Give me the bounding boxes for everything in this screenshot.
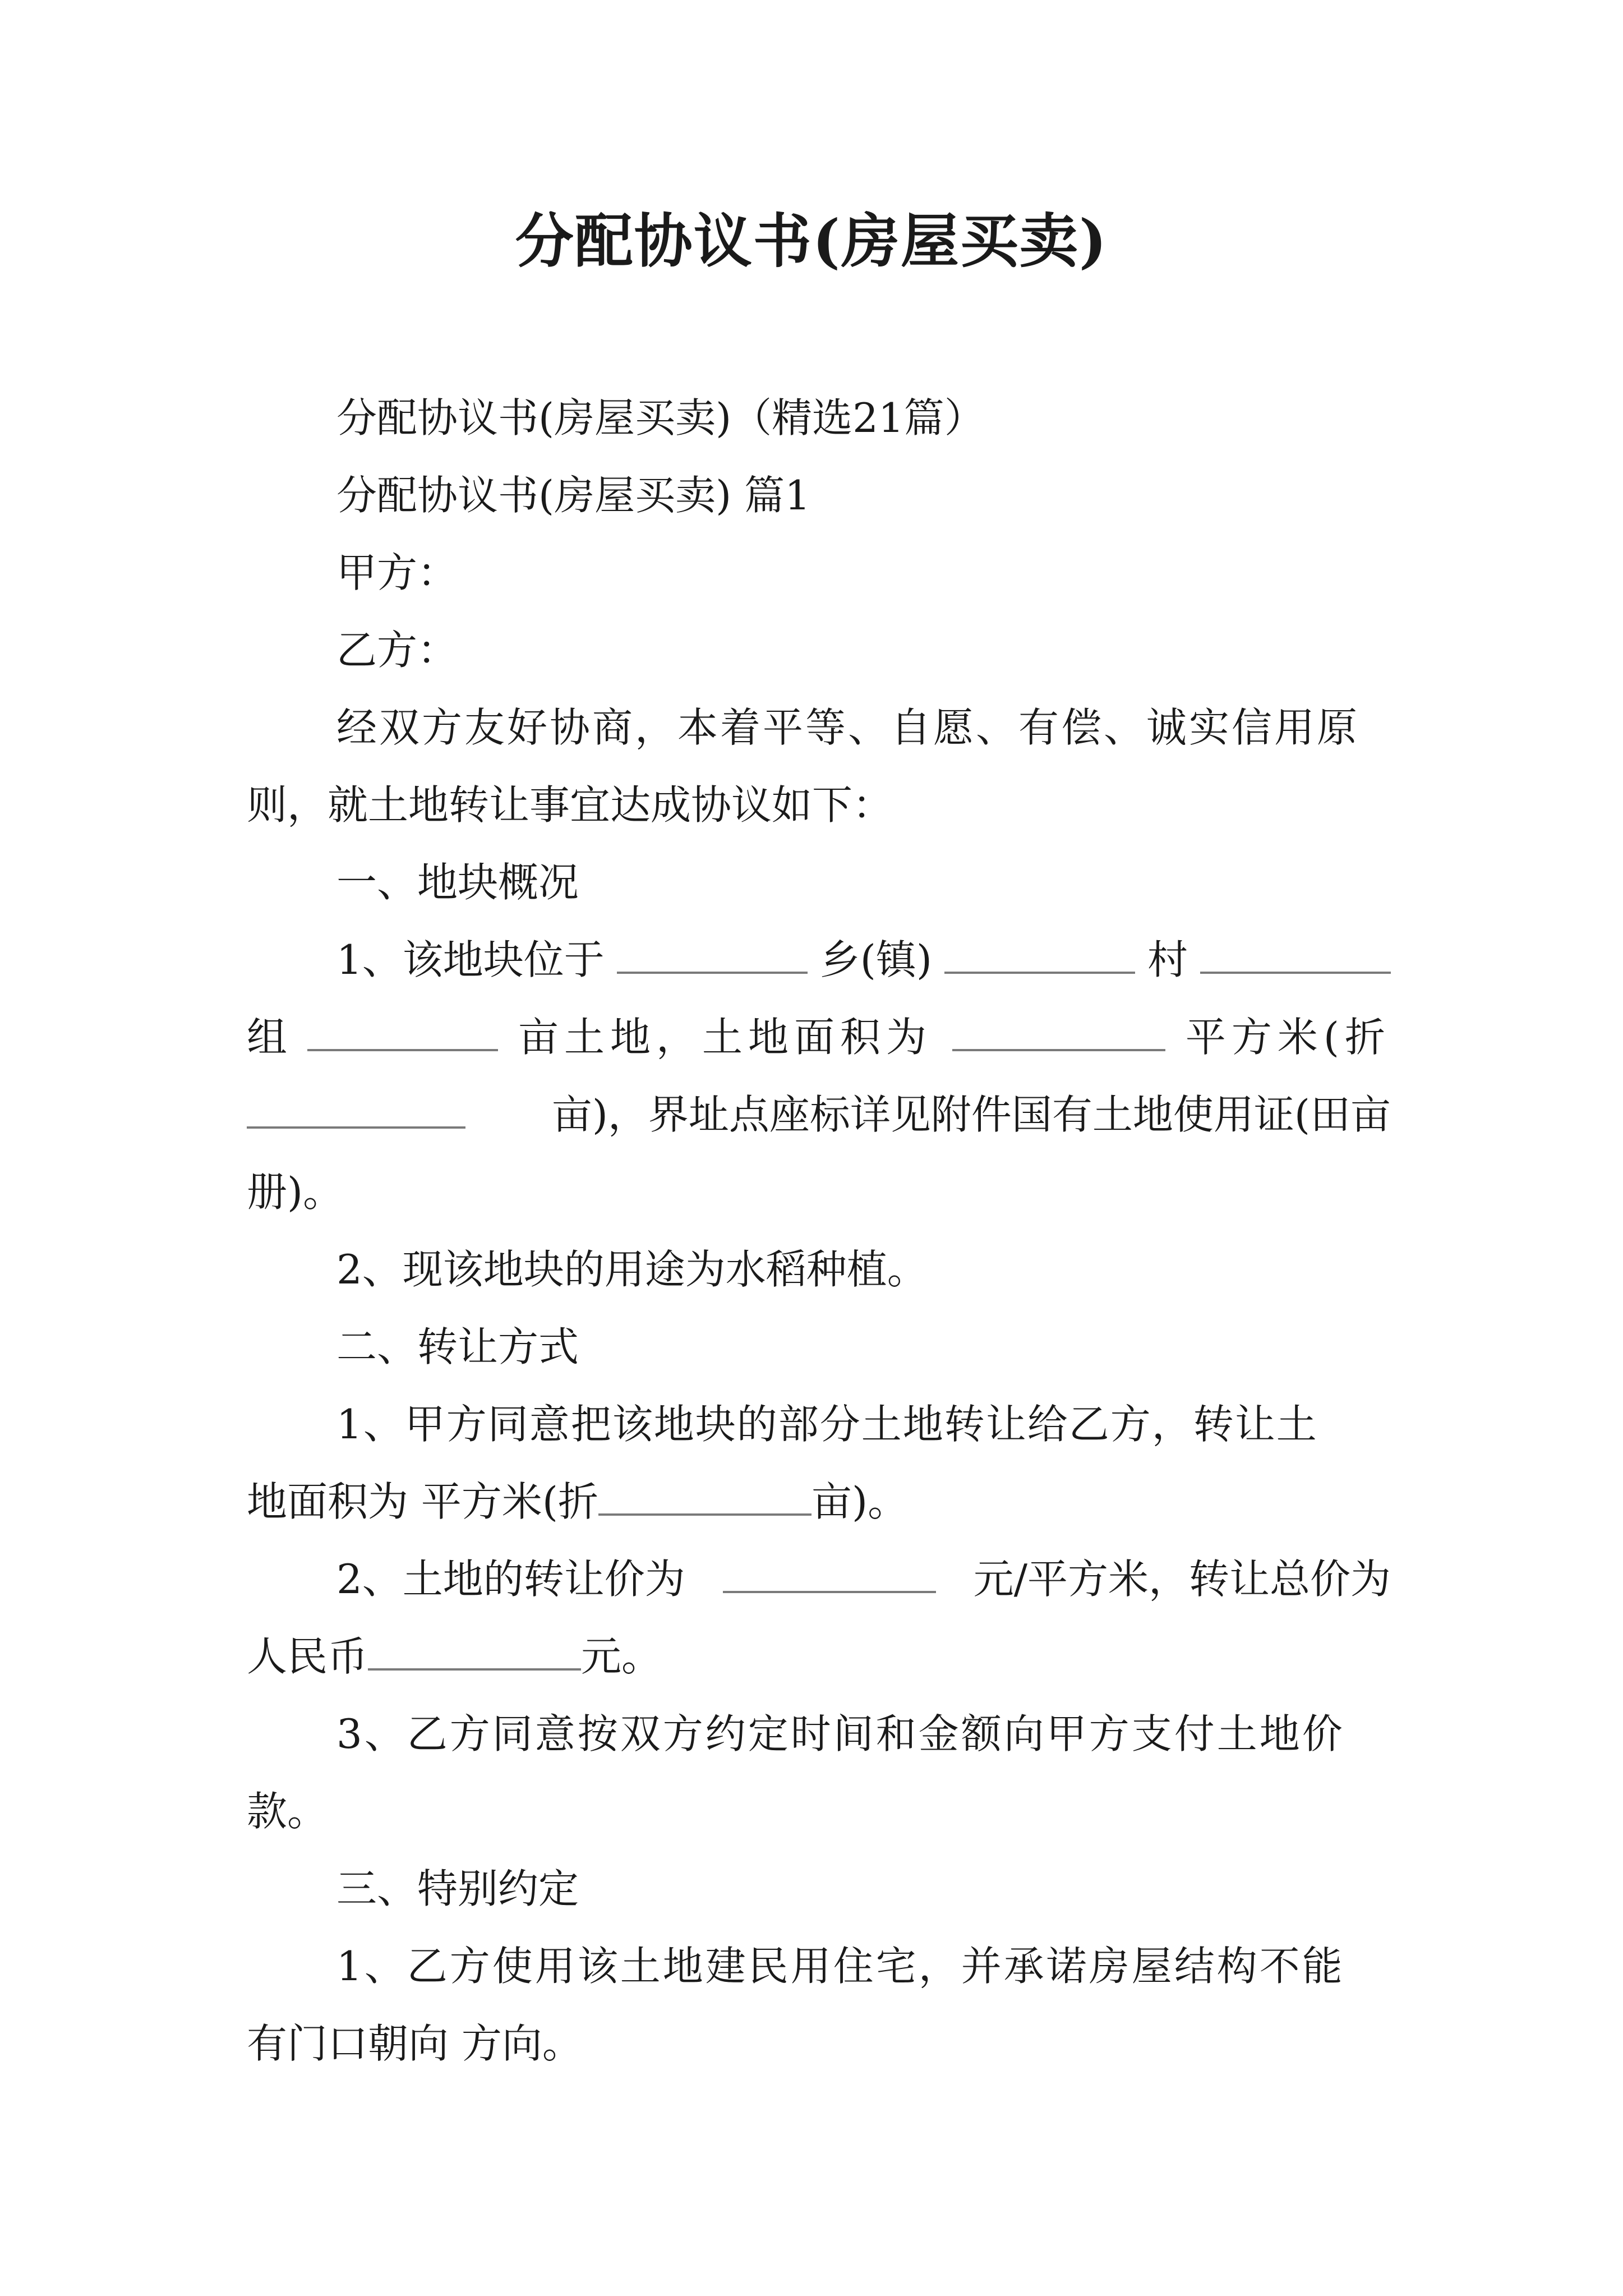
intro-line-2: 则，就土地转让事宜达成协议如下： [247,781,893,829]
section-3-item-1-line-2: 有门口朝向 方向。 [247,2020,583,2067]
blank-field [598,1481,811,1516]
party-b-label: 乙方： [336,627,458,674]
section-2-item-2-line-2 [247,1618,1391,1695]
section-1-item-2: 2、现该地块的用途为水稻种植。 [336,1246,928,1293]
blank-field [1200,939,1391,974]
subtitle: 分配协议书(房屋买卖)（精选21篇） [336,394,985,441]
item-text: 元。 [581,1633,662,1680]
section-1-item-1-line-1 [247,921,1391,999]
item-text: 乡(镇) [819,936,932,983]
section-2-heading: 二、转让方式 [336,1323,579,1370]
blank-field [944,939,1135,974]
blank-field [368,1636,581,1671]
party-a-label: 甲方： [336,549,458,596]
blank-field [723,1558,936,1593]
item-text: 1、该地块位于 [336,936,605,983]
blank-field [617,939,808,974]
section-3-item-1-line-1: 1、乙方使用该土地建民用住宅，并承诺房屋结构不能 [336,1943,1345,1990]
item-text: 亩)。 [811,1478,909,1525]
item-text: 亩)，界址点座标详见附件国有土地使用证(田亩 [551,1091,1391,1138]
item-text: 组 [247,1014,288,1061]
section-1-item-1-line-4: 册)。 [247,1168,344,1216]
intro-line-1: 经双方友好协商，本着平等、自愿、有偿、诚实信用原 [336,704,1360,751]
item-text: 村 [1147,936,1188,983]
item-text: 亩土地，土地面积为 [518,1014,932,1061]
item-text: 2、土地的转让价为 [336,1556,685,1603]
section-2-item-1-line-2 [247,1463,1391,1540]
item-text: 元/平方米，转让总价为 [973,1556,1391,1603]
item-text: 平方米(折 [1185,1014,1391,1061]
item-text: 人民币 [247,1633,368,1680]
document-title: 分配协议书(房屋买卖) [515,206,1108,275]
section-1-item-1-line-2 [247,999,1391,1076]
section-2-item-3-line-2: 款。 [247,1788,328,1835]
blank-field [247,1094,465,1129]
section-1-heading: 一、地块概况 [336,859,579,906]
item-text: 地面积为 平方米(折 [247,1478,598,1525]
section-1-item-1-line-3 [247,1076,1391,1153]
blank-field [307,1016,498,1051]
section-2-item-1-line-1: 1、甲方同意把该地块的部分土地转让给乙方，转让土 [336,1401,1318,1448]
blank-field [952,1016,1165,1051]
article-heading: 分配协议书(房屋买卖) 篇1 [336,472,810,519]
section-3-heading: 三、特别约定 [336,1865,579,1912]
section-2-item-3-line-1: 3、乙方同意按双方约定时间和金额向甲方支付土地价 [336,1710,1345,1757]
section-2-item-2-line-1 [247,1540,1391,1618]
